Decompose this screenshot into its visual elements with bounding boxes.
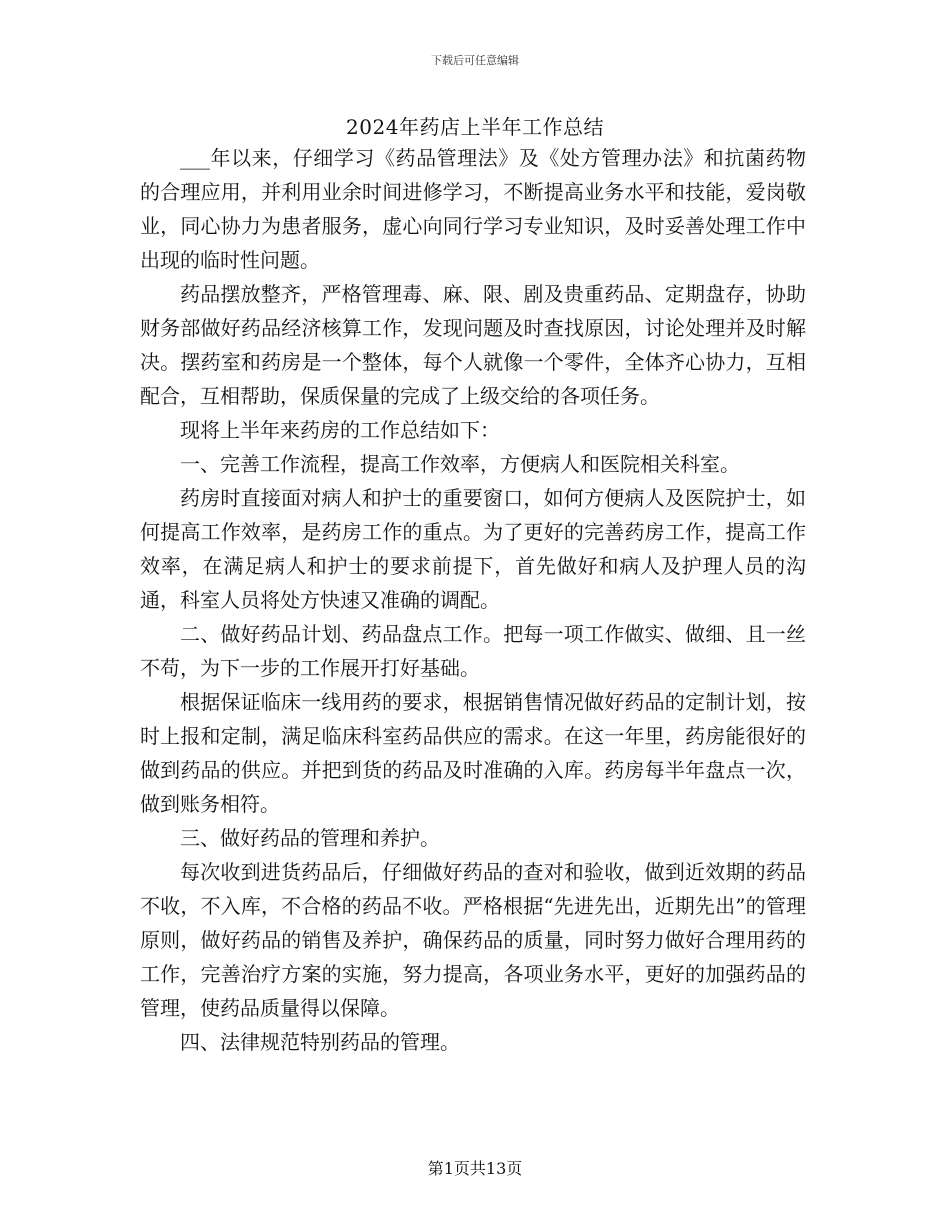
section-heading: 四、法律规范特别药品的管理。	[180, 1030, 460, 1054]
paragraph: 每次收到进货药品后，仔细做好药品的查对和验收，做到近效期的药品不收，不入库，不合格的药品不收。严格根据“先进先出，近期先出”的管理原则，做好药品的销售及养护，确保药品的质量，同时努力做好合理用药的工作，完善治疗方案的实施，努力提高，各项业务水平，更好的加强药品的管理，使药品质量得以保障。	[140, 860, 806, 1020]
document-title: 2024年药店上半年工作总结	[346, 115, 604, 139]
paragraph: 药房时直接面对病人和护士的重要窗口，如何方便病人及医院护士，如何提高工作效率，是药房工作的重点。为了更好的完善药房工作，提高工作效率，在满足病人和护士的要求前提下，首先做好和病人及护理人员的沟通，科室人员将处方快速又准确的调配。	[140, 486, 806, 612]
section-heading: 二、做好药品计划、药品盘点工作。把每一项工作做实、做细、且一丝不苟，为下一步的工作展开打好基础。	[140, 622, 806, 680]
section-heading: 一、完善工作流程，提高工作效率，方便病人和医院相关科室。	[180, 452, 740, 476]
page-number: 第1页共13页	[427, 1159, 523, 1178]
paragraph: 根据保证临床一线用药的要求，根据销售情况做好药品的定制计划，按时上报和定制，满足临床科室药品供应的需求。在这一年里，药房能很好的做到药品的供应。并把到货的药品及时准确的入库。药房每半年盘点一次，做到账务相符。	[140, 690, 806, 816]
paragraph: 药品摆放整齐，严格管理毒、麻、限、剧及贵重药品、定期盘存，协助财务部做好药品经济核算工作，发现问题及时查找原因，讨论处理并及时解决。摆药室和药房是一个整体，每个人就像一个零件，全体齐心协力，互相配合，互相帮助，保质保量的完成了上级交给的各项任务。	[140, 282, 806, 408]
paragraph: 现将上半年来药房的工作总结如下：	[180, 418, 500, 442]
section-heading: 三、做好药品的管理和养护。	[180, 826, 440, 850]
document-body	[140, 141, 806, 1059]
paragraph: ___年以来，仔细学习《药品管理法》及《处方管理办法》和抗菌药物的合理应用，并利用业余时间进修学习，不断提高业务水平和技能，爱岗敬业，同心协力为患者服务，虚心向同行学习专业知识，及时妥善处理工作中出现的临时性问题。	[140, 146, 806, 272]
page-header-note: 下载后可任意编辑	[431, 54, 519, 67]
